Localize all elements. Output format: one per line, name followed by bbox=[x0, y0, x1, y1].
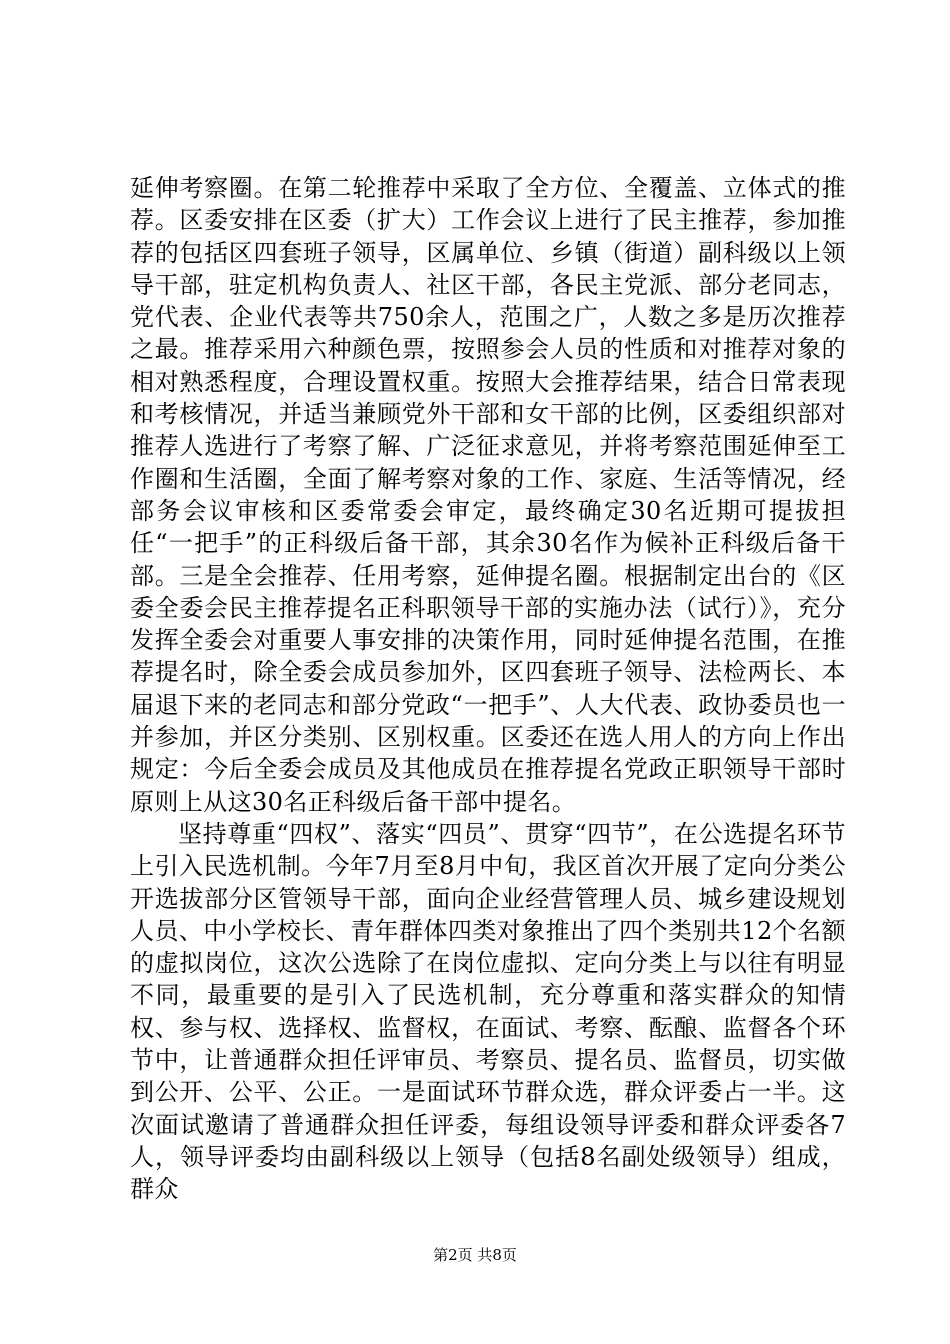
page-number-footer: 第2页 共8页 bbox=[433, 1246, 517, 1264]
paragraph-2: 坚持尊重“四权”、落实“四员”、贯穿“四节”，在公选提名环节上引入民选机制。今年7月至8月中旬，我区首次开展了定向分类公开选拔部分区管领导干部，面向企业经营管理人员、城乡建设规划人员、中小学校长、青年群体四类对象推出了四个类别共12个名额的虚拟岗位，这次公选除了在岗位虚拟、定向分类上与以往有明显不同，最重要的是引入了民选机制，充分尊重和落实群众的知情权、参与权、选择权、监督权，在面试、考察、酝酿、监督各个环节中，让普通群众担任评审员、考察员、提名员、监督员，切实做到公开、公平、公正。一是面试环节群众选，群众评委占一半。这次面试邀请了普通群众担任评委，每组设领导评委和群众评委各7人，领导评委均由副科级以上领导（包括8名副处级领导）组成，群众 bbox=[130, 819, 846, 1204]
document-body bbox=[130, 172, 846, 1206]
paragraph-1: 延伸考察圈。在第二轮推荐中采取了全方位、全覆盖、立体式的推荐。区委安排在区委（扩大）工作会议上进行了民主推荐，参加推荐的包括区四套班子领导，区属单位、乡镇（街道）副科级以上领导干部，驻定机构负责人、社区干部，各民主党派、部分老同志，党代表、企业代表等共750余人，范围之广，人数之多是历次推荐之最。推荐采用六种颜色票，按照参会人员的性质和对推荐对象的相对熟悉程度，合理设置权重。按照大会推荐结果，结合日常表现和考核情况，并适当兼顾党外干部和女干部的比例，区委组织部对推荐人选进行了考察了解、广泛征求意见，并将考察范围延伸至工作圈和生活圈，全面了解考察对象的工作、家庭、生活等情况，经部务会议审核和区委常委会审定，最终确定30名近期可提拔担任“一把手”的正科级后备干部，其余30名作为候补正科级后备干部。三是全会推荐、任用考察，延伸提名圈。根据制定出台的《区委全委会民主推荐提名正科职领导干部的实施办法（试行）》，充分发挥全委会对重要人事安排的决策作用，同时延伸提名范围，在推荐提名时，除全委会成员参加外，区四套班子领导、法检两长、本届退下来的老同志和部分党政“一把手”、人大代表、政协委员也一并参加，并区分类别、区别权重。区委还在选人用人的方向上作出规定：今后全委会成员及其他成员在推荐提名党政正职领导干部时原则上从这30名正科级后备干部中提名。 bbox=[130, 174, 846, 816]
